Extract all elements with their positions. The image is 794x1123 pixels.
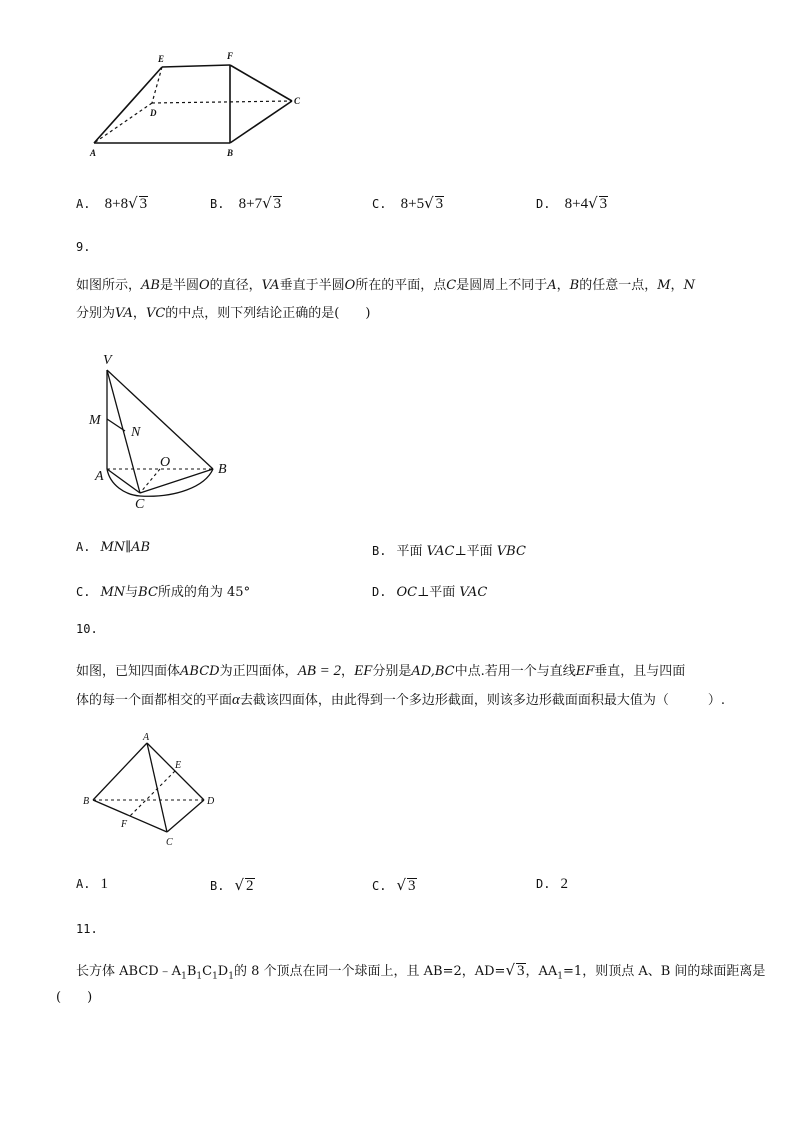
label-C: C — [294, 96, 301, 106]
label-M: M — [89, 413, 101, 428]
q8-option-a[interactable]: A. 8+8√ 3 — [76, 194, 148, 212]
q11-number: 11. — [76, 922, 98, 936]
edge-FC — [230, 65, 292, 101]
q8-option-b[interactable]: B. 8+7√ 3 — [210, 194, 282, 212]
edge-CD — [167, 800, 204, 832]
label-A: A — [95, 469, 104, 484]
q9-option-b[interactable]: B. 平面 VAC⊥平面 VBC — [372, 544, 526, 559]
q11-stem-line1: 长方体 $ABCD﹣A_1B_1C_1D_1$的 8 个顶点在同一个球面上，且 AB=2，AD=√ 3，$AA_1=1$，则顶点 A、B 间的球面距离是 — [76, 961, 766, 982]
sqrt-icon: √ — [588, 194, 598, 212]
segment-EF-hidden — [130, 771, 175, 816]
q9-option-c[interactable]: C. MN与BC所成的角为 45° — [76, 585, 251, 600]
q10-stem-line1: 如图，已知四面体ABCD为正四面体，AB = 2，EF分别是AD,BC中点.若用一个与直线EF垂直，且与四面 — [76, 663, 686, 679]
label-D: D — [150, 108, 157, 118]
label-B: B — [227, 148, 234, 158]
q10-stem-line2: 体的每一个面都相交的平面α去截该四面体，由此得到一个多边形截面，则该多边形截面面积最大值为（ ）. — [76, 692, 726, 708]
label-E: E — [158, 54, 165, 64]
q9-stem-line1: 如图所示，AB是半圆O的直径，VA垂直于半圆O所在的平面，点C是圆周上不同于A，B的任意一点，M，N — [76, 278, 695, 293]
edge-DC-hidden — [152, 101, 292, 103]
q10-option-a[interactable]: A. 1 — [76, 876, 108, 892]
hemisphere-diagram — [80, 345, 240, 515]
edge-AB — [93, 743, 147, 800]
edge-CB — [140, 469, 213, 493]
label-C: C — [135, 497, 145, 512]
edge-CB — [230, 101, 292, 143]
sqrt-icon: √ — [505, 961, 516, 979]
q9-number: 9. — [76, 240, 91, 254]
label-A: A — [90, 148, 97, 158]
q8-option-c[interactable]: C. 8+5√ 3 — [372, 194, 444, 212]
q9-option-a[interactable]: A. MN∥AB — [76, 540, 151, 555]
label-V: V — [103, 353, 112, 368]
edge-BC — [93, 800, 167, 832]
semicircle-arc — [107, 469, 213, 496]
q10-option-c[interactable]: C. √ 3 — [372, 876, 416, 894]
label-C: C — [166, 837, 173, 848]
edge-AE — [94, 67, 162, 143]
label-A: A — [143, 732, 150, 743]
label-B: B — [83, 796, 90, 807]
label-E: E — [175, 760, 182, 771]
prism-diagram — [80, 45, 320, 165]
label-B: B — [218, 462, 227, 477]
q10-number: 10. — [76, 622, 98, 636]
q10-option-d[interactable]: D. 2 — [536, 876, 568, 892]
sqrt-icon: √ — [234, 876, 245, 894]
sqrt-icon: √ — [424, 194, 434, 212]
q9-stem-line2: 分别为VA，VC的中点，则下列结论正确的是( ) — [76, 306, 371, 321]
q11-stem-line2: ( ) — [56, 990, 93, 1005]
sqrt-icon: √ — [396, 876, 407, 894]
label-F: F — [121, 819, 128, 830]
sqrt-icon: √ — [262, 194, 272, 212]
q9-option-d[interactable]: D. OC⊥平面 VAC — [372, 585, 488, 600]
q10-figure — [80, 728, 230, 853]
edge-AC — [147, 743, 167, 832]
label-F: F — [227, 51, 234, 61]
edge-DA-hidden — [94, 103, 152, 143]
sqrt-icon: √ — [128, 194, 138, 212]
q8-option-d[interactable]: D. 8+4√ 3 — [536, 194, 608, 212]
label-O: O — [160, 455, 171, 470]
edge-AD — [147, 743, 204, 800]
edge-EF — [162, 65, 230, 67]
q9-figure — [80, 345, 240, 515]
q10-option-b[interactable]: B. √ 2 — [210, 876, 254, 894]
tetrahedron-diagram — [80, 728, 230, 853]
q8-figure — [80, 45, 320, 165]
label-N: N — [131, 425, 141, 440]
label-D: D — [207, 796, 215, 807]
